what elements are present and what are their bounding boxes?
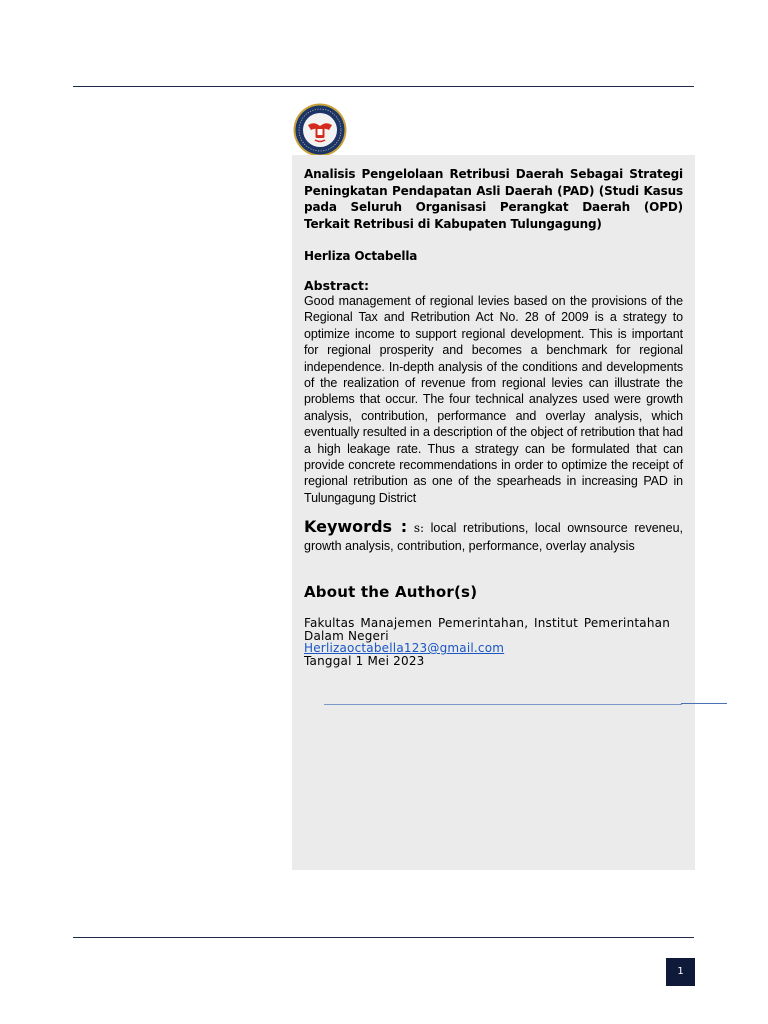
keywords-prefix: s: [413,521,425,535]
article-title: Analisis Pengelolaan Retribusi Daerah Sebagai Strategi Peningkatan Pendapatan Asli Daerah (PAD) (Studi Kasus pada Seluruh Organisasi Perangkat Daerah (OPD) Terkait Retribusi di Kabupaten Tulungagung) [304,167,683,231]
publication-date: Tanggal 1 Mei 2023 [304,653,425,668]
about-author-details [304,617,670,667]
footer-rule [73,937,694,938]
page-number-badge: 1 [666,958,695,986]
abstract-heading: Abstract: [304,278,370,293]
abstract-text: Good management of regional levies based on the provisions of the Regional Tax and Retribution Act No. 28 of 2009 is a strategy to optimize income to support regional development. This is important for regional prosperity and becomes a benchmark for regional independence. In-depth analysis of the conditions and developments of the realization of revenue from regional levies can illustrate the problems that occur. The four technical analyzes used were growth analysis, contribution, performance and overlay analysis, which eventually resulted in a description of the object of retribution that had a high leakage rate. Thus a strategy can be formulated that can provide concrete recommendations in order to optimize the receipt of regional retribution as one of the spearheads in increasing PAD in Tulungagung District [304,294,683,505]
about-author-heading: About the Author(s) [304,583,478,601]
author-email-link[interactable]: Herlizaoctabella123@gmail.com [304,641,505,655]
author-affiliation: Fakultas Manajemen Pemerintahan, Institut Pemerintahan Dalam Negeri [304,616,670,643]
separator-accent [681,703,727,704]
institution-seal-logo [293,103,347,157]
header-rule [73,86,694,87]
article-info-panel [292,155,695,870]
keywords-label: Keywords : [304,517,408,536]
author-name: Herliza Octabella [304,249,418,263]
keywords-list: local retributions, local ownsource reveneu, growth analysis, contribution, performance, overlay analysis [304,521,683,553]
section-separator [324,704,682,705]
keywords-block [304,518,683,555]
